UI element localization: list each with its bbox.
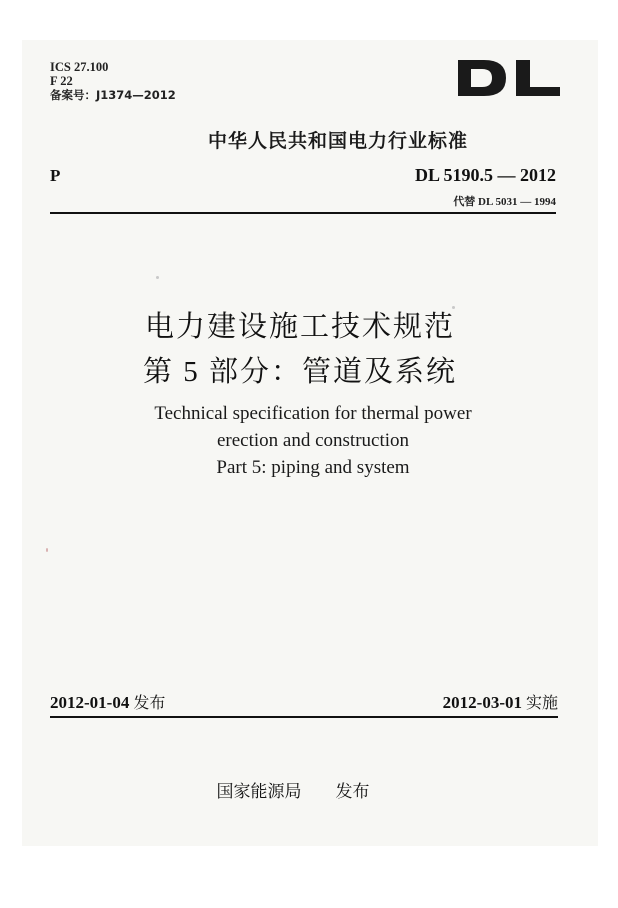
en-title-line-3: Part 5: piping and system: [216, 457, 410, 478]
issue-date-block: [50, 690, 165, 713]
classification-code: F 22: [50, 74, 73, 88]
cn-title-line-1: 电力建设施工技术规范: [144, 311, 455, 343]
english-title: [22, 400, 598, 481]
en-title-line-2: erection and construction: [216, 430, 410, 451]
issue-date: 2012-01-04: [50, 693, 130, 712]
paper-speck: [452, 306, 455, 309]
cn-title-line-2: 第 5 部分：管道及系统: [142, 356, 457, 388]
en-title-line-1: Technical specification for thermal power: [154, 403, 472, 424]
header-divider: [50, 212, 556, 214]
standard-number: DL 5190.5 — 2012: [414, 165, 556, 185]
effective-date: 2012-03-01: [442, 693, 522, 712]
issuer-line: [22, 777, 598, 802]
classification-block: [50, 60, 176, 102]
effective-date-block: [443, 690, 558, 713]
effective-label: 实施: [525, 693, 558, 712]
dl-logo-icon: [454, 58, 564, 98]
issue-label: 发布: [133, 693, 166, 712]
issuer-name: 国家能源局: [216, 782, 302, 802]
ics-code: ICS 27.100: [50, 60, 109, 74]
paper-speck: [46, 548, 48, 552]
filing-number: 备案号：J1374—2012: [50, 88, 176, 102]
document-cover: [22, 40, 598, 846]
footer-divider: [50, 716, 558, 718]
standard-title: 中华人民共和国电力行业标准: [207, 130, 468, 152]
issuer-action: 发布: [335, 782, 370, 802]
paper-speck: [156, 276, 159, 279]
category-letter: P: [50, 166, 61, 185]
dates-row: [50, 690, 558, 714]
replaces-standard: 代替 DL 5031 — 1994: [453, 196, 556, 208]
